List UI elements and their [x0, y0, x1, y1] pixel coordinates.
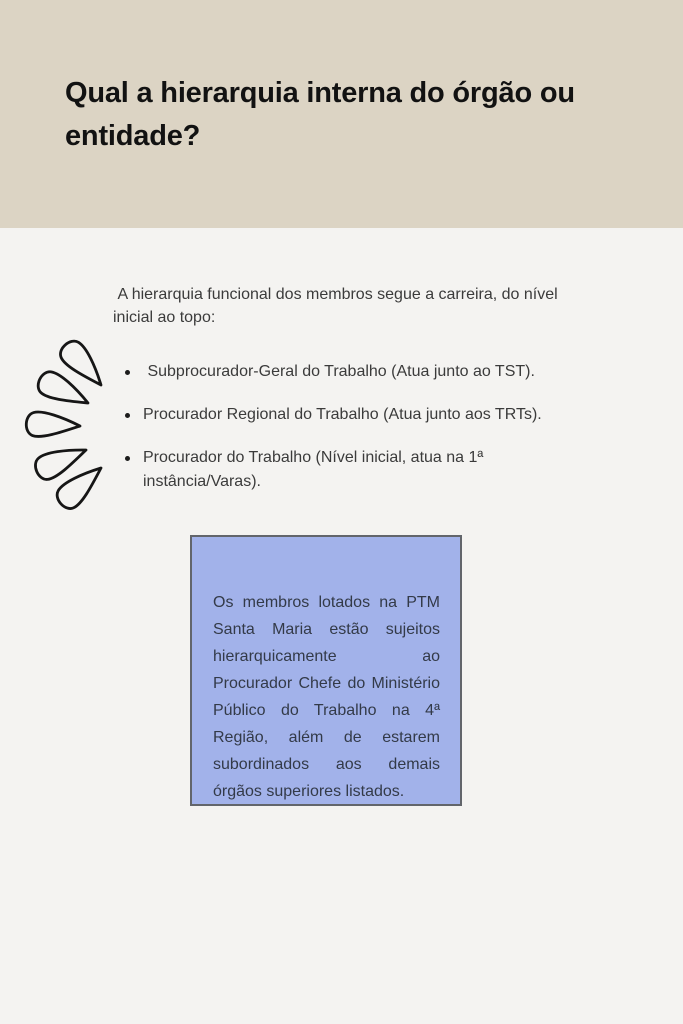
callout-text: Os membros lotados na PTM Santa Maria estão sujeitos hierarquicamente ao Procurador Chefe do Ministério Público do Trabalho na 4ª Região, além de estarem subordinados aos demais órgãos superiores listados.: [213, 594, 440, 800]
intro-paragraph: A hierarquia funcional dos membros segue a carreira, do nível inicial ao topo:: [113, 286, 563, 326]
list-item-label: Subprocurador-Geral do Trabalho (Atua junto ao TST).: [143, 363, 535, 380]
bullet-icon: [125, 413, 130, 418]
list-item: [125, 446, 590, 494]
list-item-label: Procurador do Trabalho (Nível inicial, atua na 1ª instância/Varas).: [143, 449, 488, 490]
list-item: [125, 360, 590, 384]
page-title-line-2: entidade?: [65, 120, 201, 152]
callout-box: [190, 535, 462, 806]
bullet-icon: [125, 456, 130, 461]
page-title: [65, 72, 645, 158]
list-item-label: Procurador Regional do Trabalho (Atua junto aos TRTs).: [143, 406, 542, 423]
page-header: [0, 0, 683, 228]
bullet-icon: [125, 370, 130, 375]
burst-doodle-icon: [12, 328, 122, 528]
list-item: [125, 403, 590, 427]
page-title-line-1: Qual a hierarquia interna do órgão ou: [65, 77, 575, 109]
career-hierarchy-list: [125, 360, 590, 513]
